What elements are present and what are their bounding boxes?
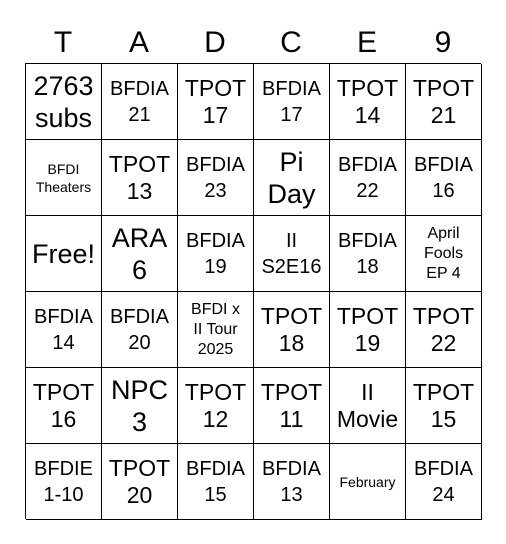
- bingo-cell[interactable]: February: [330, 444, 406, 520]
- bingo-board: [25, 63, 481, 519]
- bingo-cell[interactable]: BFDI x II Tour 2025: [178, 292, 254, 368]
- bingo-cell[interactable]: II Movie: [330, 368, 406, 444]
- bingo-header: [25, 24, 481, 62]
- header-letter-3: D: [204, 26, 226, 59]
- bingo-cell[interactable]: BFDIA 22: [330, 140, 406, 216]
- bingo-cell[interactable]: ARA 6: [102, 216, 178, 292]
- bingo-cell[interactable]: BFDIA 23: [178, 140, 254, 216]
- bingo-cell[interactable]: BFDIA 19: [178, 216, 254, 292]
- header-letter-6: 9: [434, 26, 452, 59]
- bingo-cell[interactable]: TPOT 22: [406, 292, 482, 368]
- bingo-cell[interactable]: BFDIA 18: [330, 216, 406, 292]
- bingo-cell[interactable]: 2763 subs: [26, 64, 102, 140]
- bingo-cell[interactable]: BFDIA 14: [26, 292, 102, 368]
- bingo-cell[interactable]: TPOT 18: [254, 292, 330, 368]
- bingo-cell[interactable]: TPOT 21: [406, 64, 482, 140]
- bingo-cell[interactable]: BFDIA 24: [406, 444, 482, 520]
- bingo-cell[interactable]: TPOT 19: [330, 292, 406, 368]
- bingo-cell[interactable]: NPC 3: [102, 368, 178, 444]
- bingo-cell[interactable]: BFDIA 17: [254, 64, 330, 140]
- bingo-cell[interactable]: TPOT 17: [178, 64, 254, 140]
- bingo-cell[interactable]: TPOT 13: [102, 140, 178, 216]
- bingo-cell[interactable]: Free!: [26, 216, 102, 292]
- bingo-cell[interactable]: TPOT 11: [254, 368, 330, 444]
- bingo-cell[interactable]: BFDIA 16: [406, 140, 482, 216]
- bingo-cell[interactable]: TPOT 14: [330, 64, 406, 140]
- bingo-cell[interactable]: Pi Day: [254, 140, 330, 216]
- header-letter-5: E: [356, 26, 377, 59]
- bingo-cell[interactable]: TPOT 12: [178, 368, 254, 444]
- bingo-cell[interactable]: BFDIA 15: [178, 444, 254, 520]
- bingo-cell[interactable]: II S2E16: [254, 216, 330, 292]
- bingo-cell[interactable]: TPOT 20: [102, 444, 178, 520]
- bingo-cell[interactable]: TPOT 15: [406, 368, 482, 444]
- bingo-cell[interactable]: BFDIE 1-10: [26, 444, 102, 520]
- bingo-cell[interactable]: BFDIA 20: [102, 292, 178, 368]
- bingo-cell[interactable]: TPOT 16: [26, 368, 102, 444]
- bingo-cell[interactable]: April Fools EP 4: [406, 216, 482, 292]
- header-letter-1: T: [53, 26, 73, 59]
- bingo-cell[interactable]: BFDIA 13: [254, 444, 330, 520]
- bingo-cell[interactable]: BFDIA 21: [102, 64, 178, 140]
- header-letter-4: C: [280, 26, 302, 59]
- header-letter-2: A: [128, 26, 149, 59]
- bingo-cell[interactable]: BFDI Theaters: [26, 140, 102, 216]
